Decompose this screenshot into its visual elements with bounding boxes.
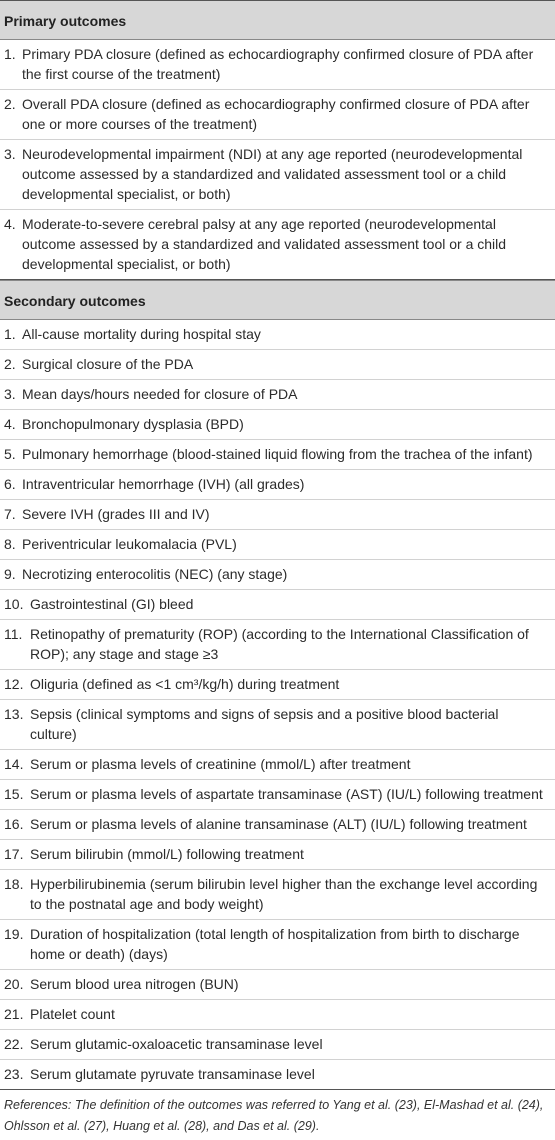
outcome-text: Serum or plasma levels of creatinine (mmol/L) after treatment xyxy=(30,756,411,772)
outcome-row xyxy=(0,750,555,780)
outcome-row xyxy=(0,530,555,560)
outcome-row xyxy=(0,470,555,500)
outcome-number: 22. xyxy=(4,1036,24,1052)
outcome-number: 14. xyxy=(4,756,24,772)
outcome-text: Neurodevelopmental impairment (NDI) at any age reported (neurodevelopmental outcome assessed by a standardized and validated assessment tool or a child developmental specialist, or both) xyxy=(22,146,523,202)
outcome-text: Serum glutamic-oxaloacetic transaminase level xyxy=(30,1036,323,1052)
outcome-row xyxy=(0,410,555,440)
outcome-text: Necrotizing enterocolitis (NEC) (any stage) xyxy=(22,566,288,582)
outcome-number: 4. xyxy=(4,216,16,232)
outcome-row xyxy=(0,670,555,700)
outcome-text: Surgical closure of the PDA xyxy=(22,356,194,372)
outcome-number: 16. xyxy=(4,816,24,832)
outcome-number: 12. xyxy=(4,676,24,692)
outcome-row xyxy=(0,140,555,210)
outcome-row xyxy=(0,500,555,530)
outcome-text: Platelet count xyxy=(30,1006,115,1022)
outcome-row xyxy=(0,350,555,380)
outcome-number: 18. xyxy=(4,876,24,892)
outcome-text: Pulmonary hemorrhage (blood-stained liquid flowing from the trachea of the infant) xyxy=(22,446,533,462)
outcome-number: 3. xyxy=(4,146,16,162)
outcome-row xyxy=(0,90,555,140)
outcome-row xyxy=(0,1060,555,1090)
outcome-text: Intraventricular hemorrhage (IVH) (all grades) xyxy=(22,476,305,492)
outcome-number: 4. xyxy=(4,416,16,432)
outcome-text: Duration of hospitalization (total length of hospitalization from birth to discharge home or death) (days) xyxy=(30,926,520,962)
outcome-number: 19. xyxy=(4,926,24,942)
outcome-text: All-cause mortality during hospital stay xyxy=(22,326,261,342)
outcome-row xyxy=(0,780,555,810)
outcome-text: Serum blood urea nitrogen (BUN) xyxy=(30,976,239,992)
outcome-text: Serum bilirubin (mmol/L) following treatment xyxy=(30,846,304,862)
outcome-row xyxy=(0,970,555,1000)
primary-outcomes-heading: Primary outcomes xyxy=(0,0,555,40)
secondary-outcomes-list xyxy=(0,320,555,1090)
outcome-row xyxy=(0,810,555,840)
outcome-row xyxy=(0,560,555,590)
outcome-text: Sepsis (clinical symptoms and signs of sepsis and a positive blood bacterial culture) xyxy=(30,706,499,742)
outcome-row xyxy=(0,40,555,90)
outcome-number: 11. xyxy=(4,626,23,642)
outcome-text: Severe IVH (grades III and IV) xyxy=(22,506,210,522)
outcome-text: Moderate-to-severe cerebral palsy at any age reported (neurodevelopmental outcome assessed by a standardized and validated assessment tool or a child developmental specialist, or both) xyxy=(22,216,507,272)
outcome-row xyxy=(0,380,555,410)
references-footnote: References: The definition of the outcomes was referred to Yang et al. (23), El-Mashad et al. (24), Ohlsson et al. (27), Huang et al. (28), and Das et al. (29). xyxy=(4,1098,544,1133)
outcome-number: 2. xyxy=(4,96,16,112)
outcome-text: Periventricular leukomalacia (PVL) xyxy=(22,536,237,552)
outcome-number: 20. xyxy=(4,976,24,992)
outcome-number: 2. xyxy=(4,356,16,372)
outcome-row xyxy=(0,590,555,620)
outcome-row xyxy=(0,440,555,470)
outcome-row xyxy=(0,620,555,670)
outcome-row xyxy=(0,870,555,920)
outcome-number: 5. xyxy=(4,446,16,462)
outcome-number: 1. xyxy=(4,46,16,62)
outcome-text: Bronchopulmonary dysplasia (BPD) xyxy=(22,416,244,432)
outcome-number: 15. xyxy=(4,786,24,802)
secondary-outcomes-heading: Secondary outcomes xyxy=(0,280,555,320)
outcome-number: 7. xyxy=(4,506,16,522)
outcome-row xyxy=(0,320,555,350)
outcome-text: Mean days/hours needed for closure of PDA xyxy=(22,386,298,402)
outcome-number: 23. xyxy=(4,1066,24,1082)
outcome-text: Serum or plasma levels of aspartate transaminase (AST) (IU/L) following treatment xyxy=(30,786,543,802)
outcome-text: Retinopathy of prematurity (ROP) (according to the International Classification of ROP); any stage and stage ≥3 xyxy=(30,626,529,662)
outcome-number: 13. xyxy=(4,706,24,722)
outcome-text: Oliguria (defined as <1 cm³/kg/h) during treatment xyxy=(30,676,340,692)
outcome-number: 10. xyxy=(4,596,24,612)
outcome-row xyxy=(0,700,555,750)
outcome-text: Hyperbilirubinemia (serum bilirubin level higher than the exchange level according to the postnatal age and body weight) xyxy=(30,876,538,912)
outcome-text: Serum or plasma levels of alanine transaminase (ALT) (IU/L) following treatment xyxy=(30,816,527,832)
outcome-number: 1. xyxy=(4,326,16,342)
outcome-row xyxy=(0,840,555,870)
primary-outcomes-list xyxy=(0,40,555,280)
outcome-text: Serum glutamate pyruvate transaminase level xyxy=(30,1066,315,1082)
outcome-row xyxy=(0,1030,555,1060)
outcome-number: 17. xyxy=(4,846,24,862)
outcome-row xyxy=(0,1000,555,1030)
outcome-text: Primary PDA closure (defined as echocardiography confirmed closure of PDA after the first course of the treatment) xyxy=(22,46,534,82)
outcome-number: 21. xyxy=(4,1006,24,1022)
outcome-text: Overall PDA closure (defined as echocardiography confirmed closure of PDA after one or more courses of the treatment) xyxy=(22,96,530,132)
outcome-number: 8. xyxy=(4,536,16,552)
outcome-number: 9. xyxy=(4,566,16,582)
outcome-number: 6. xyxy=(4,476,16,492)
outcome-text: Gastrointestinal (GI) bleed xyxy=(30,596,194,612)
outcome-row xyxy=(0,920,555,970)
outcome-number: 3. xyxy=(4,386,16,402)
outcome-row xyxy=(0,210,555,280)
